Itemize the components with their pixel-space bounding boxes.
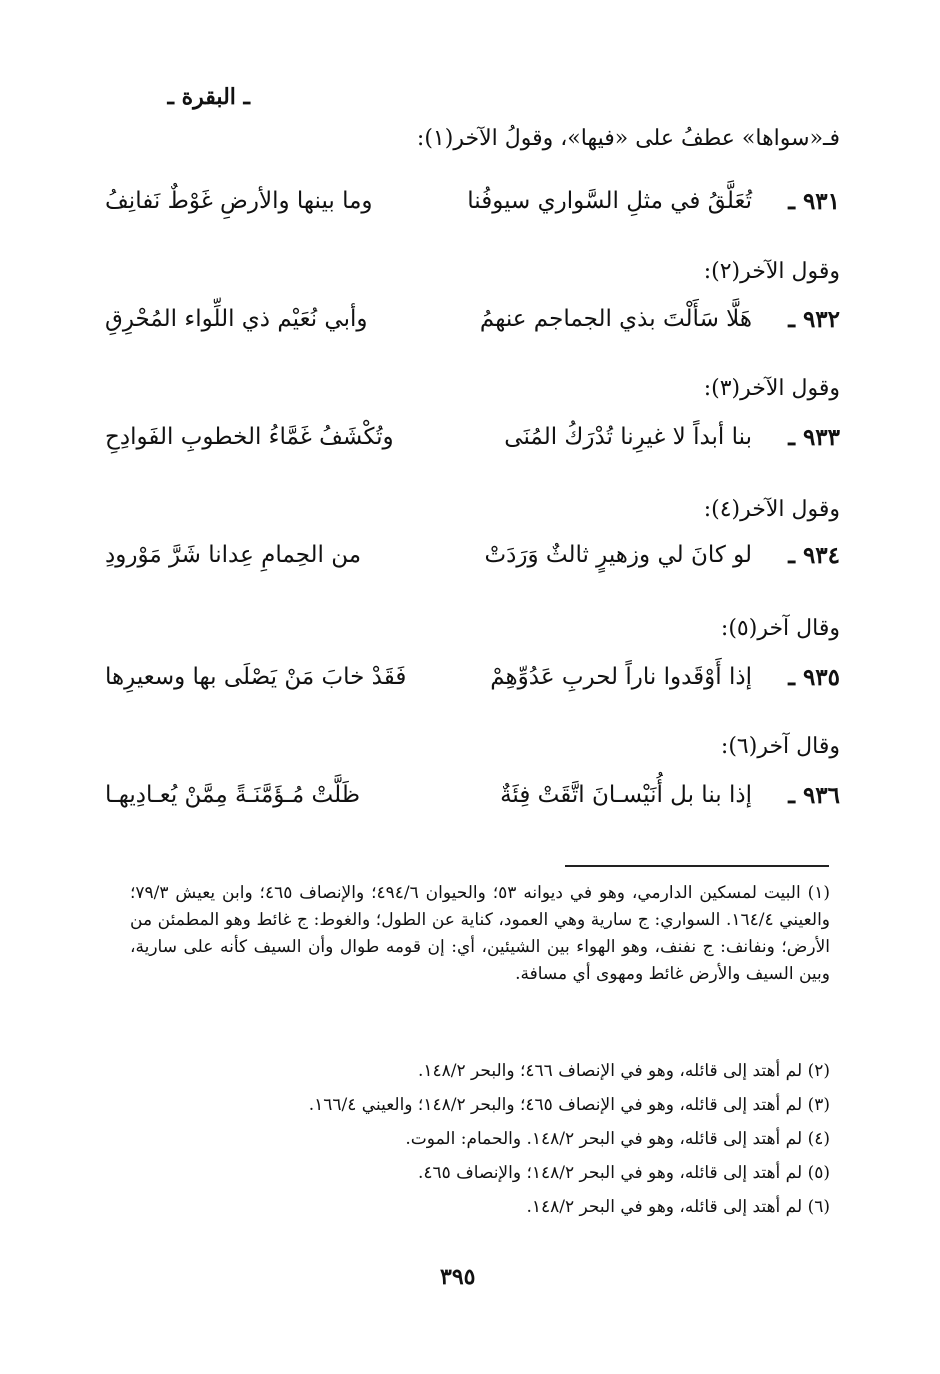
footnote-6: (٦) لم أهتد إلى قائله، وهو في البحر ١٤٨/٢. [526, 1197, 830, 1217]
verse-second-hemistich: وما بينها والأرضِ غَوْطٌ نَفانِفُ [105, 188, 373, 214]
verse-lead-line: وقال آخر(٥): [720, 616, 840, 641]
footnote-2: (٢) لم أهتد إلى قائله، وهو في الإنصاف ٤٦٦؛ والبحر ١٤٨/٢. [417, 1061, 830, 1081]
verse-first-hemistich: إذا أَوْقَدوا ناراً لحربِ عَدُوِّهِمْ [490, 664, 752, 690]
verse-934 [105, 542, 840, 582]
running-header: ـ البقرة ـ [167, 84, 250, 110]
footnote-1: (١) البيت لمسكين الدارمي، وهو في ديوانه ٥٣؛ والحيوان ٤٩٤/٦؛ والإنصاف ٤٦٥؛ وابن يعيش ٧٩/٣؛ والعيني ١٦٤/٤. السواري: ج سارية وهي العمود، كناية عن الطول؛ والغوط: ج غائط وهو المطمئن من الأرض؛ ونفانف: ج نفنف، وهو الهواء بين الشيئين، أي: إن قومه طوال وأن السيف كأنه على سارية، وبين السيف والأرض غائط ومهوى أي مسافة. [130, 883, 831, 984]
verse-lead-line: وقول الآخر(٤): [703, 497, 840, 522]
verse-931 [105, 188, 840, 228]
verse-lead-line: وقول الآخر(٣): [703, 376, 840, 401]
verse-second-hemistich: ظَلَّتْ مُـؤَمَّنَـةً مِمَّنْ يُعـادِيهـا [105, 782, 361, 808]
footnote-5: (٥) لم أهتد إلى قائله، وهو في البحر ١٤٨/٢؛ والإنصاف ٤٦٥. [417, 1163, 830, 1183]
verse-first-hemistich: بنا أبداً لا غيرِنا تُدْرَكُ المُنَى [504, 424, 752, 450]
verse-number: ٩٣١ ـ [788, 188, 840, 215]
verse-936 [105, 782, 840, 822]
intro-line: فـ«سواها» عطفُ على «فيها»، وقولُ الآخر(١): [416, 126, 840, 151]
verse-932 [105, 306, 840, 346]
footnote-3: (٣) لم أهتد إلى قائله، وهو في الإنصاف ٤٦٥؛ والبحر ١٤٨/٢؛ والعيني ١٦٦/٤. [308, 1095, 830, 1115]
verse-lead-line: وقال آخر(٦): [720, 734, 840, 759]
footnote-4: (٤) لم أهتد إلى قائله، وهو في البحر ١٤٨/٢. والحمام: الموت. [405, 1129, 830, 1149]
verse-number: ٩٣٥ ـ [788, 664, 840, 691]
verse-second-hemistich: من الحِمامِ عِدانا شَرَّ مَوْرودِ [105, 542, 362, 568]
verse-935 [105, 664, 840, 704]
verse-number: ٩٣٢ ـ [788, 306, 840, 333]
verse-number: ٩٣٣ ـ [788, 424, 840, 451]
verse-first-hemistich: لو كانَ لي وزهيرٍ ثالثٌ وَرَدَتْ [484, 542, 752, 568]
verse-first-hemistich: هَلَّا سَأَلْتَ بذي الجماجم عنهمُ [479, 306, 752, 332]
verse-second-hemistich: فَقَدْ خابَ مَنْ يَصْلَى بها وسعيرِها [105, 664, 407, 690]
verse-number: ٩٣٦ ـ [788, 782, 840, 809]
verse-second-hemistich: وأبي نُعَيْم ذي اللِّواء المُحْرِقِ [105, 306, 368, 332]
verse-second-hemistich: وتُكْشَفُ غَمَّاءُ الخطوبِ الفَوادِحِ [105, 424, 394, 450]
verse-933 [105, 424, 840, 464]
verse-number: ٩٣٤ ـ [788, 542, 840, 569]
verse-first-hemistich: إذا بنا بل أُنَيْسـانَ اتَّقَتْ فِئَةٌ [500, 782, 752, 808]
verse-lead-line: وقول الآخر(٢): [703, 259, 840, 284]
page-number: ٣٩٥ [440, 1264, 476, 1290]
verse-first-hemistich: تُعَلَّقُ في مثلِ السَّواري سيوفُنا [467, 188, 752, 214]
footnote-separator [565, 865, 829, 867]
